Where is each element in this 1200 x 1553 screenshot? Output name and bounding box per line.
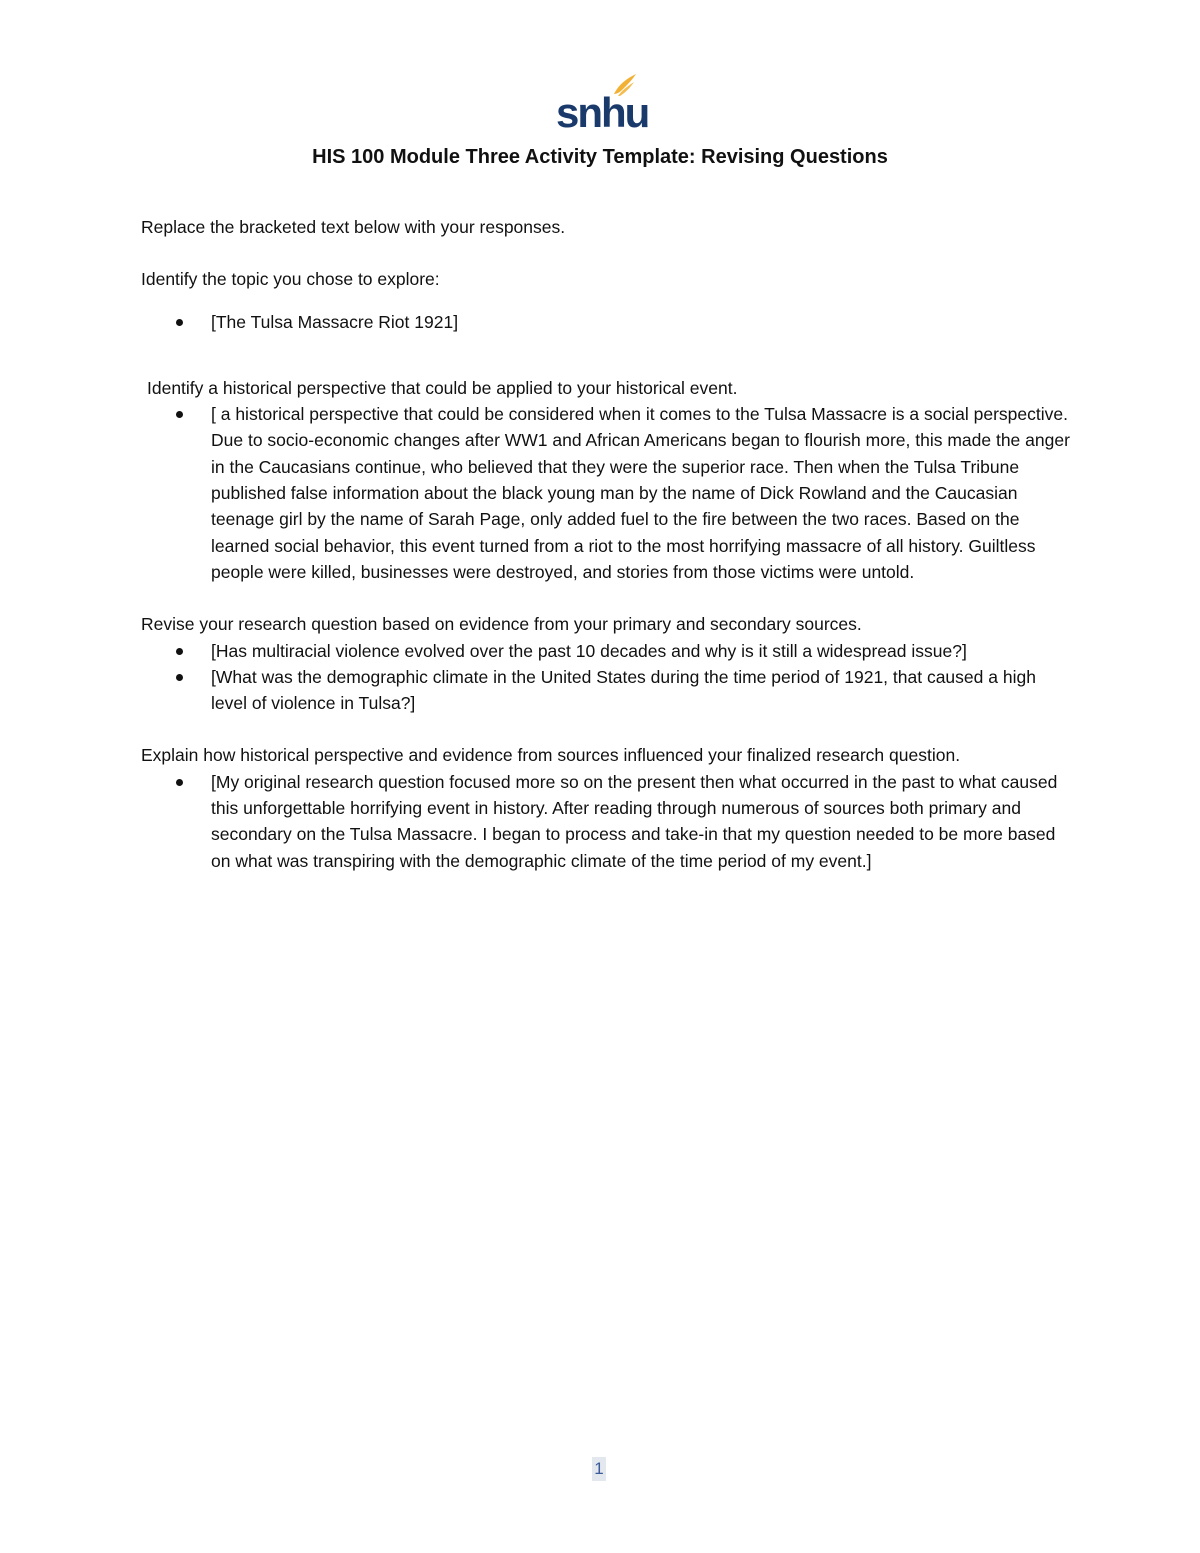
explanation-list — [141, 769, 1071, 874]
list-item: [ a historical perspective that could be considered when it comes to the Tulsa Massacre is a social perspective. Due to socio-economic changes after WW1 and African Americans began to flourish more, this made the anger in the Caucasians continue, who believed that they were the superior race. Then when the Tulsa Tribune published false information about the black young man by the name of Dick Rowland and the Caucasian teenage girl by the name of Sarah Page, only added fuel to the fire between the two races. Based on the learned social behavior, this event turned from a riot to the most horrifying massacre of all history. Guiltless people were killed, businesses were destroyed, and stories from those victims were untold. — [211, 401, 1071, 585]
logo-wordmark: snhu — [556, 89, 649, 136]
document-body — [141, 214, 1071, 874]
revise-prompt: Revise your research question based on evidence from your primary and secondary sources. — [141, 614, 862, 635]
list-item: [Has multiracial violence evolved over the past 10 decades and why is it still a widespread issue?] — [211, 638, 1071, 664]
perspective-list — [141, 401, 1071, 585]
list-item: [My original research question focused more so on the present then what occurred in the past to what caused this unforgettable horrifying event in history. After reading through numerous of sources both primary and secondary on the Tulsa Massacre. I began to process and take-in that my question needed to be more based on what was transpiring with the demographic climate of the time period of my event.] — [211, 769, 1071, 874]
page-number: 1 — [592, 1457, 606, 1481]
revised-questions-list — [141, 638, 1071, 717]
list-item: [The Tulsa Massacre Riot 1921] — [211, 309, 1071, 335]
explain-prompt: Explain how historical perspective and evidence from sources influenced your finalized research question. — [141, 745, 961, 766]
topic-prompt: Identify the topic you chose to explore: — [141, 269, 440, 290]
perspective-prompt: Identify a historical perspective that could be applied to your historical event. — [147, 377, 738, 398]
snhu-logo — [556, 72, 649, 136]
list-item: [What was the demographic climate in the United States during the time period of 1921, that caused a high level of violence in Tulsa?] — [211, 664, 1071, 717]
topic-list — [141, 309, 1071, 335]
document-title: HIS 100 Module Three Activity Template: Revising Questions — [312, 146, 888, 168]
instructions-text: Replace the bracketed text below with your responses. — [141, 217, 566, 237]
